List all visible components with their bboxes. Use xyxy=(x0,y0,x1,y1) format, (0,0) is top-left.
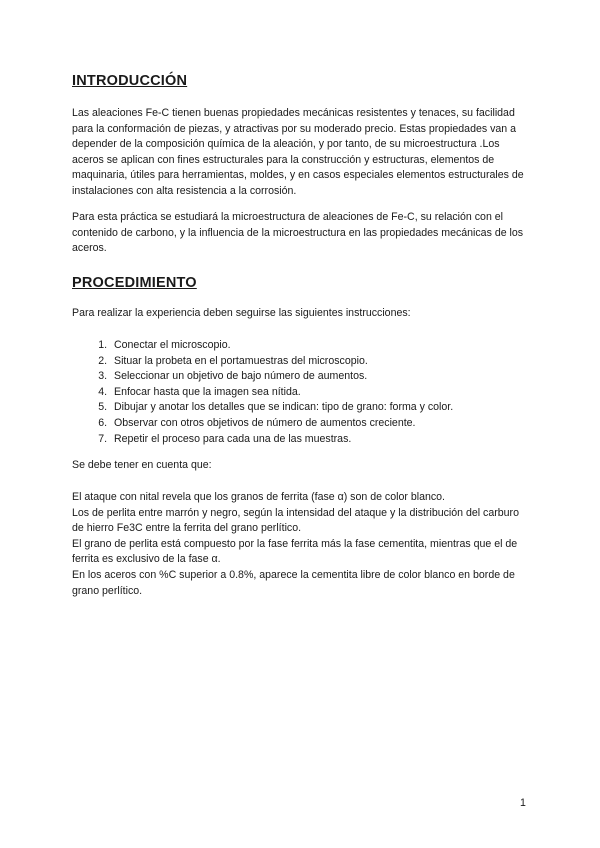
step-item: 7. Repetir el proceso para cada una de las muestras. xyxy=(110,432,453,448)
facts-block xyxy=(72,490,532,599)
procedimiento-intro: Para realizar la experiencia deben seguirse las siguientes instrucciones: xyxy=(72,307,411,319)
fact-line: En los aceros con %C superior a 0.8%, aparece la cementita libre de color blanco en borde de grano perlítico. xyxy=(72,568,515,597)
step-item: 3. Seleccionar un objetivo de bajo número de aumentos. xyxy=(110,369,453,385)
fact-line: El grano de perlita está compuesto por la fase ferrita más la fase cementita, mientras que el de ferrita es exclusivo de la fase α. xyxy=(72,537,518,566)
introduccion-paragraph-1: Las aleaciones Fe-C tienen buenas propiedades mecánicas resistentes y tenaces, su facilidad para la conformación de piezas, y atractivas por su moderado precio. Estas propiedades van a depender de la composición química de la aleación, y por tanto, de su microestructura .Los aceros se aplican con fines estructurales para la construcción y estructuras, elementos de maquinaria, útiles para herramientas, moldes, y en casos especiales elementos estructurales de instalaciones con alta resistencia a la corrosión. xyxy=(72,107,524,197)
step-item: 6. Observar con otros objetivos de número de aumentos creciente. xyxy=(110,416,453,432)
step-item: 2. Situar la probeta en el portamuestras del microscopio. xyxy=(110,354,453,370)
introduccion-heading: INTRODUCCIÓN xyxy=(72,73,188,89)
page-number: 1 xyxy=(520,797,526,809)
step-item: 1. Conectar el microscopio. xyxy=(110,338,453,354)
step-item: 5. Dibujar y anotar los detalles que se indican: tipo de grano: forma y color. xyxy=(110,400,453,416)
note-text: Se debe tener en cuenta que: xyxy=(72,459,212,471)
introduccion-paragraph-2: Para esta práctica se estudiará la microestructura de aleaciones de Fe-C, su relación con el contenido de carbono, y la influencia de la microestructura en las propiedades mecánicas de los aceros. xyxy=(72,211,524,255)
step-item: 4. Enfocar hasta que la imagen sea nítida. xyxy=(110,385,453,401)
procedimiento-heading: PROCEDIMIENTO xyxy=(72,275,197,291)
fact-line: El ataque con nital revela que los granos de ferrita (fase α) son de color blanco. xyxy=(72,491,446,503)
steps-list xyxy=(72,338,453,447)
fact-line: Los de perlita entre marrón y negro, según la intensidad del ataque y la distribución del carburo de hierro Fe3C entre la ferrita del grano perlítico. xyxy=(72,506,519,535)
